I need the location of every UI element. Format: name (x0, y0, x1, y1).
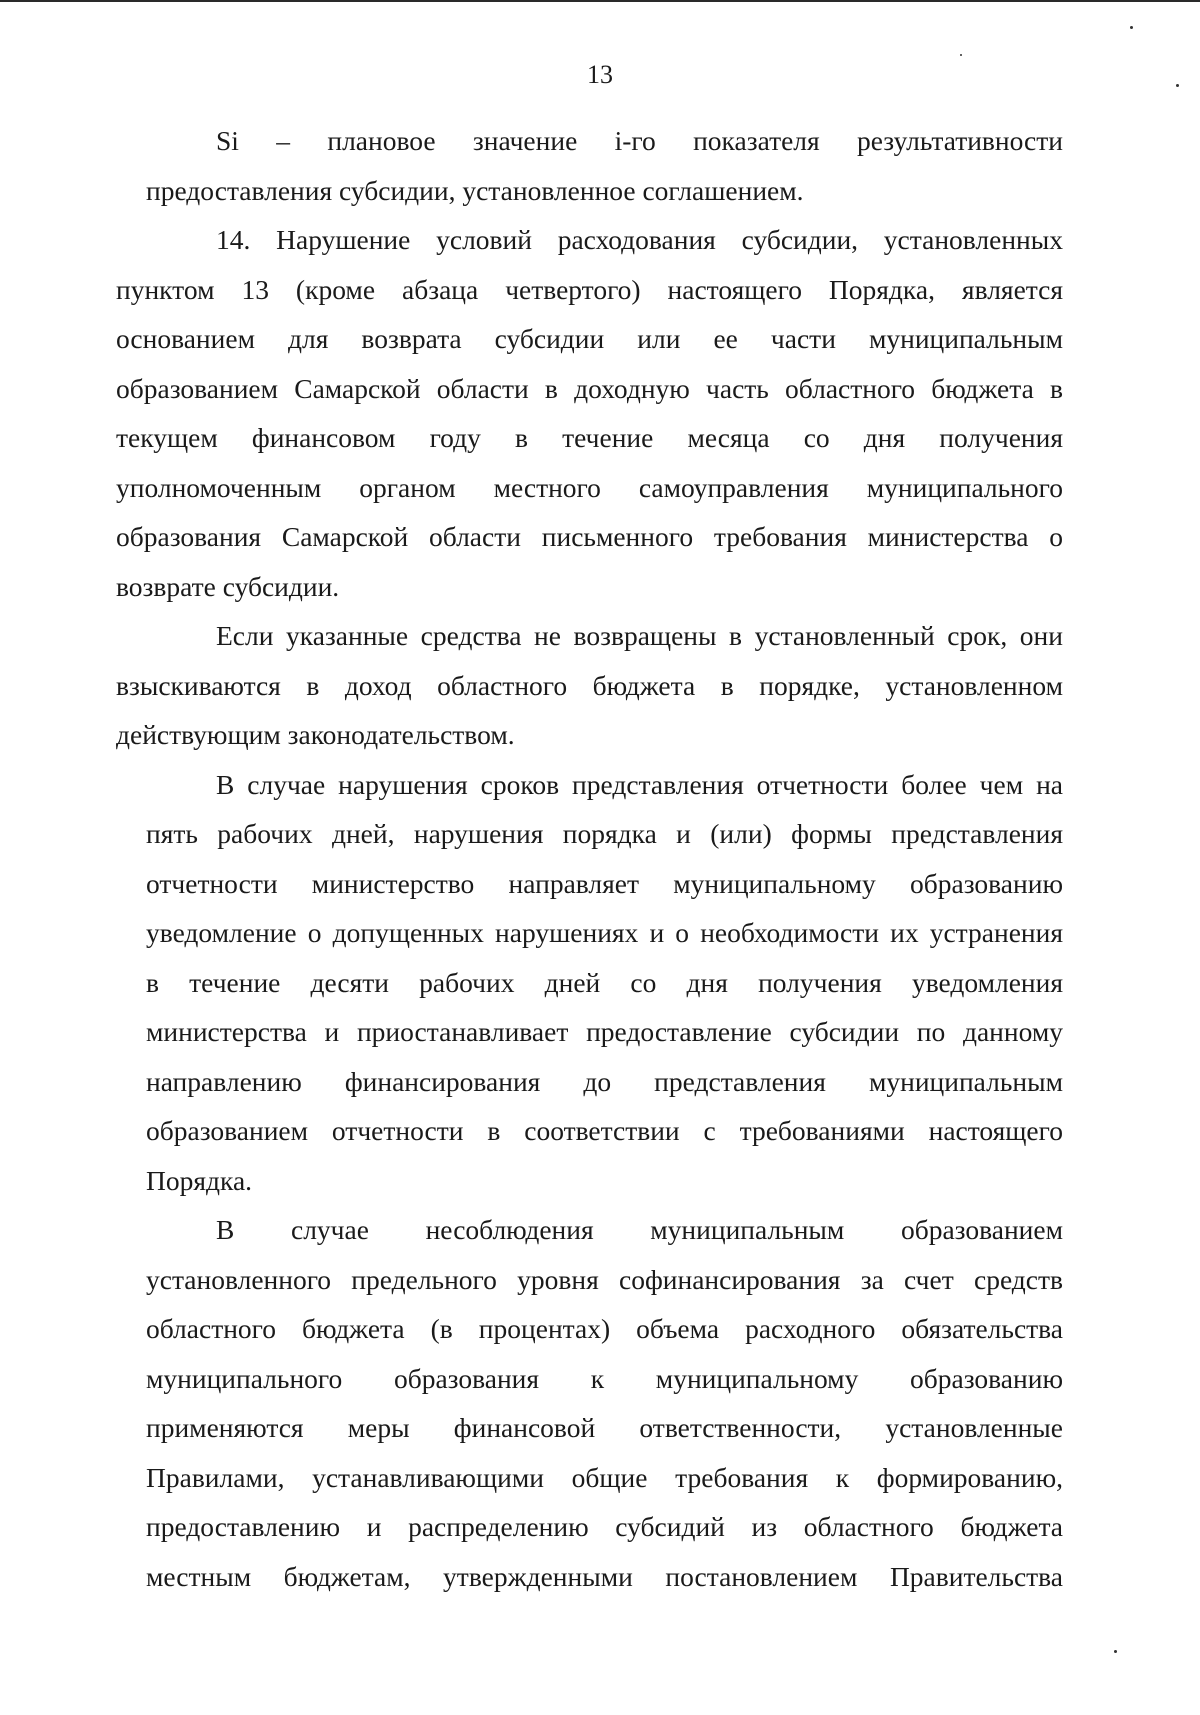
top-border-line (0, 0, 1200, 2)
paragraph (116, 1205, 1063, 1601)
text-line: отчетности министерство направляет муниципальному образованию (146, 867, 1063, 899)
text-line: образования Самарской области письменного требования министерства о (116, 521, 1063, 552)
paragraph (116, 760, 1063, 1206)
text-line: предоставления субсидии, установленное соглашением. (146, 174, 804, 206)
text-line: направлению финансирования до представления муниципальным (146, 1065, 1063, 1097)
paragraph (116, 116, 1063, 215)
text-line: образованием Самарской области в доходную часть областного бюджета в (116, 372, 1063, 404)
text-line: Если указанные средства не возвращены в установленный срок, они (216, 620, 1063, 651)
text-line: муниципального образования к муниципальному образованию (146, 1362, 1063, 1394)
scan-speck (1114, 1650, 1117, 1653)
text-line: в течение десяти рабочих дней со дня получения уведомления (146, 966, 1063, 998)
text-line: пунктом 13 (кроме абзаца четвертого) настоящего Порядка, является (116, 273, 1063, 305)
text-line: Порядка. (146, 1164, 253, 1196)
text-line: министерства и приостанавливает предоставление субсидии по данному (146, 1016, 1063, 1047)
text-line: основанием для возврата субсидии или ее части муниципальным (116, 323, 1063, 354)
text-line: уполномоченным органом местного самоуправления муниципального (116, 471, 1063, 503)
text-line: Si – плановое значение i-го показателя результативности (216, 125, 1063, 156)
text-line: действующим законодательством. (116, 719, 515, 750)
scan-speck (960, 54, 962, 56)
text-line: 14. Нарушение условий расходования субсидии, установленных (216, 224, 1063, 255)
document-body (116, 116, 1063, 1601)
page-number: 13 (587, 60, 613, 89)
scan-speck (1176, 84, 1179, 87)
text-line: Правилами, устанавливающими общие требования к формированию, (146, 1461, 1063, 1493)
paragraph (116, 611, 1063, 760)
text-line: применяются меры финансовой ответственности, установленные (146, 1412, 1063, 1443)
text-line: областного бюджета (в процентах) объема расходного обязательства (146, 1313, 1063, 1344)
paragraph (116, 215, 1063, 611)
text-line: уведомление о допущенных нарушениях и о необходимости их устранения (146, 917, 1063, 948)
text-line: установленного предельного уровня софинансирования за счет средств (146, 1263, 1063, 1295)
text-line: В случае нарушения сроков представления отчетности более чем на (216, 768, 1063, 800)
text-line: образованием отчетности в соответствии с требованиями настоящего (146, 1115, 1063, 1146)
text-line: взыскиваются в доход областного бюджета в порядке, установленном (116, 669, 1063, 701)
text-line: В случае несоблюдения муниципальным образованием (216, 1214, 1063, 1245)
scan-speck (1130, 26, 1133, 29)
text-line: местным бюджетам, утвержденными постановлением Правительства (146, 1560, 1063, 1592)
text-line: возврате субсидии. (116, 570, 340, 602)
text-line: текущем финансовом году в течение месяца со дня получения (116, 422, 1063, 453)
text-line: предоставлению и распределению субсидий из областного бюджета (146, 1511, 1063, 1542)
text-line: пять рабочих дней, нарушения порядка и (или) формы представления (146, 818, 1063, 849)
